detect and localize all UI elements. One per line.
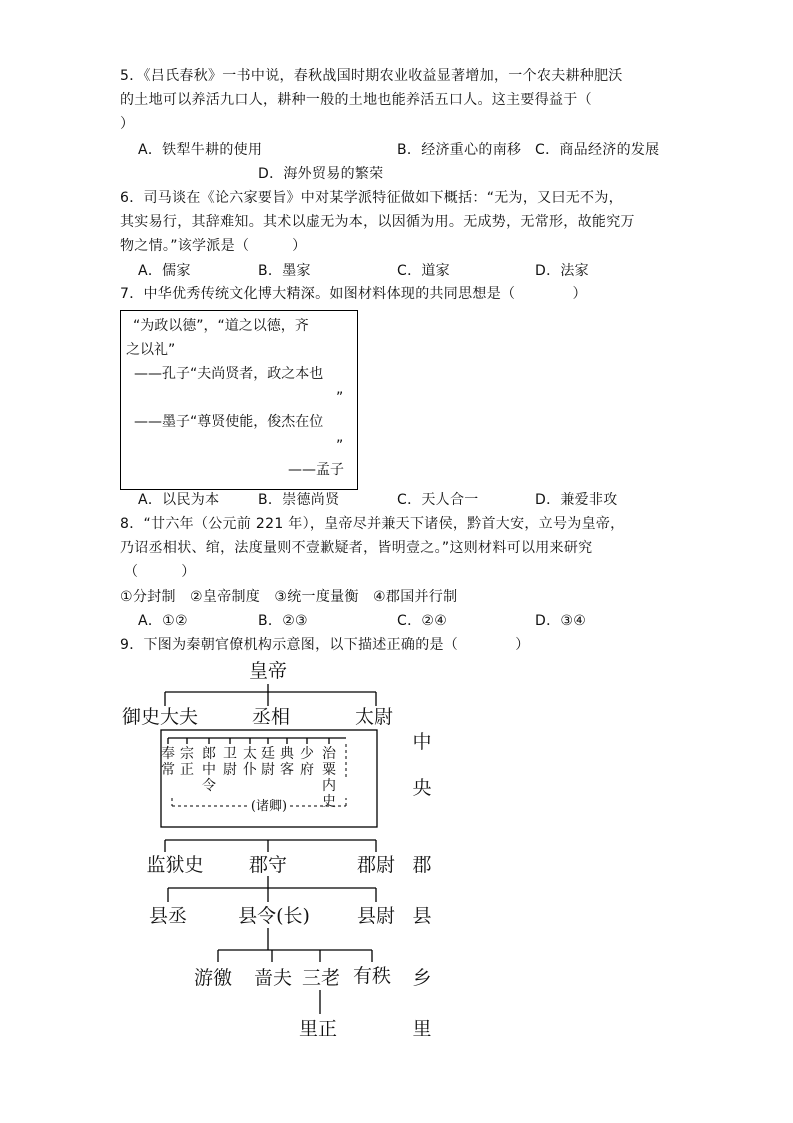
xiancheng-node: 县丞	[148, 905, 188, 927]
level-jun: 郡	[412, 854, 432, 876]
level-xiang: 乡	[412, 967, 432, 989]
minister-5	[243, 745, 257, 778]
level-central-2: 央	[412, 777, 432, 799]
level-central-1: 中	[412, 731, 432, 753]
jianyushi-node: 监狱史	[146, 854, 204, 876]
xianwei-node: 县尉	[356, 905, 396, 927]
q8-items: ①分封制 ②皇帝制度 ③统一度量衡 ④郡国并行制	[120, 589, 458, 605]
q7-quote-line6: ”	[336, 438, 344, 454]
minister-2	[180, 746, 194, 778]
q8-option-c: C．②④	[397, 613, 448, 629]
minister-char: 粟	[322, 762, 336, 778]
minister-char: 仆	[243, 762, 257, 778]
youjiao-node: 游徼	[193, 967, 233, 989]
minister-char: 内	[322, 778, 336, 794]
level-li: 里	[412, 1018, 432, 1040]
q8-option-d: D．③④	[535, 613, 587, 629]
q7-quote-line4: ”	[336, 390, 344, 406]
minister-6	[261, 746, 275, 778]
minister-char: 太	[243, 746, 257, 762]
minister-3	[202, 746, 216, 794]
q6-option-c: C．道家	[397, 263, 450, 279]
sanlao-node: 三老	[301, 967, 341, 989]
q7-quote-line1: “为政以德”，“道之以德，齐	[133, 318, 309, 334]
minister-4	[223, 746, 237, 778]
minister-1	[161, 746, 175, 778]
q6-line3: 物之情。”该学派是（ ）	[120, 238, 307, 254]
zhuqing-label: (诸卿)	[250, 799, 288, 814]
minister-char: 正	[180, 762, 194, 778]
q6-option-d: D．法家	[535, 263, 589, 279]
xianling-node: 县令(长)	[238, 905, 310, 927]
q7-quote-line5: ——墨子“尊贤使能，俊杰在位	[134, 414, 324, 430]
minister-char: 客	[280, 762, 294, 778]
minister-char: 宗	[180, 746, 194, 762]
emperor-node: 皇帝	[248, 660, 288, 682]
minister-char: 中	[202, 762, 216, 778]
q6-option-b: B．墨家	[258, 263, 311, 279]
q5-option-c: C．商品经济的发展	[535, 142, 660, 158]
youzhi-node: 有秩	[352, 965, 392, 987]
junshou-node: 郡守	[248, 854, 288, 876]
minister-char: 廷	[261, 746, 275, 762]
q8-option-b: B．②③	[258, 613, 308, 629]
q8-line1: 8．“廿六年（公元前 221 年），皇帝尽并兼天下诸侯，黔首大安，立号为皇帝，	[120, 516, 625, 532]
q7-stem: 7．中华优秀传统文化博大精深。如图材料体现的共同思想是（ ）	[120, 286, 587, 302]
q5-option-d: D．海外贸易的繁荣	[258, 166, 384, 182]
minister-char: 史	[322, 794, 336, 810]
minister-char: 常	[161, 762, 175, 778]
chengxiang-node: 丞相	[251, 706, 291, 728]
q5-option-a: A．铁犁牛耕的使用	[138, 142, 263, 158]
q5-option-b: B．经济重心的南移	[397, 142, 522, 158]
lizheng-node: 里正	[298, 1018, 338, 1040]
q8-line3: （ ）	[124, 564, 196, 580]
junwei-node: 郡尉	[356, 854, 396, 876]
q8-line2: 乃诏丞相状、绾，法度量则不壹歉疑者，皆明壹之。”这则材料可以用来研究	[120, 540, 593, 556]
q6-line1: 6．司马谈在《论六家要旨》中对某学派特征做如下概括：“无为，又曰无不为，	[120, 190, 623, 206]
minister-char: 府	[300, 762, 314, 778]
q5-line2: 的土地可以养活九口人，耕种一般的土地也能养活五口人。这主要得益于（	[120, 92, 592, 108]
yushi-dafu-node: 御史大夫	[121, 706, 199, 728]
q5-line3: ）	[120, 116, 135, 132]
minister-char: 尉	[261, 762, 275, 778]
q8-option-a: A．①②	[138, 613, 188, 629]
q6-option-a: A．儒家	[138, 263, 191, 279]
q9-stem: 9．下图为秦朝官僚机构示意图，以下描述正确的是（ ）	[120, 637, 530, 653]
minister-7	[280, 746, 295, 778]
q7-option-a: A．以民为本	[138, 492, 220, 508]
q5-line1: 5．《吕氏春秋》一书中说，春秋战国时期农业收益显著增加，一个农夫耕种肥沃	[120, 68, 623, 84]
minister-char: 奉	[161, 746, 175, 762]
level-xian: 县	[412, 905, 432, 927]
q7-quote-line7: ——孟子	[288, 462, 344, 478]
q7-option-b: B．崇德尚贤	[258, 492, 340, 508]
minister-char: 尉	[223, 762, 237, 778]
minister-9	[322, 746, 337, 810]
q6-line2: 其实易行，其辞难知。其术以虚无为本，以因循为用。无成势，无常形，故能究万	[120, 214, 635, 230]
sefu-node: 啬夫	[253, 967, 293, 989]
minister-8	[300, 746, 314, 778]
minister-char: 郎	[202, 746, 216, 762]
minister-char: 令	[202, 778, 216, 794]
q7-option-d: D．兼爱非攻	[535, 492, 618, 508]
minister-char: 治	[322, 746, 336, 762]
minister-char: 少	[300, 746, 314, 762]
q7-option-c: C．天人合一	[397, 492, 479, 508]
nine-ministers-group	[161, 745, 337, 810]
q7-quote-line2: 之以礼”	[126, 342, 176, 358]
minister-char: 卫	[223, 746, 237, 762]
taiwei-node: 太尉	[354, 706, 394, 728]
minister-char: 典	[280, 746, 294, 762]
q7-quote-line3: ——孔子“夫尚贤者，政之本也	[134, 366, 324, 382]
